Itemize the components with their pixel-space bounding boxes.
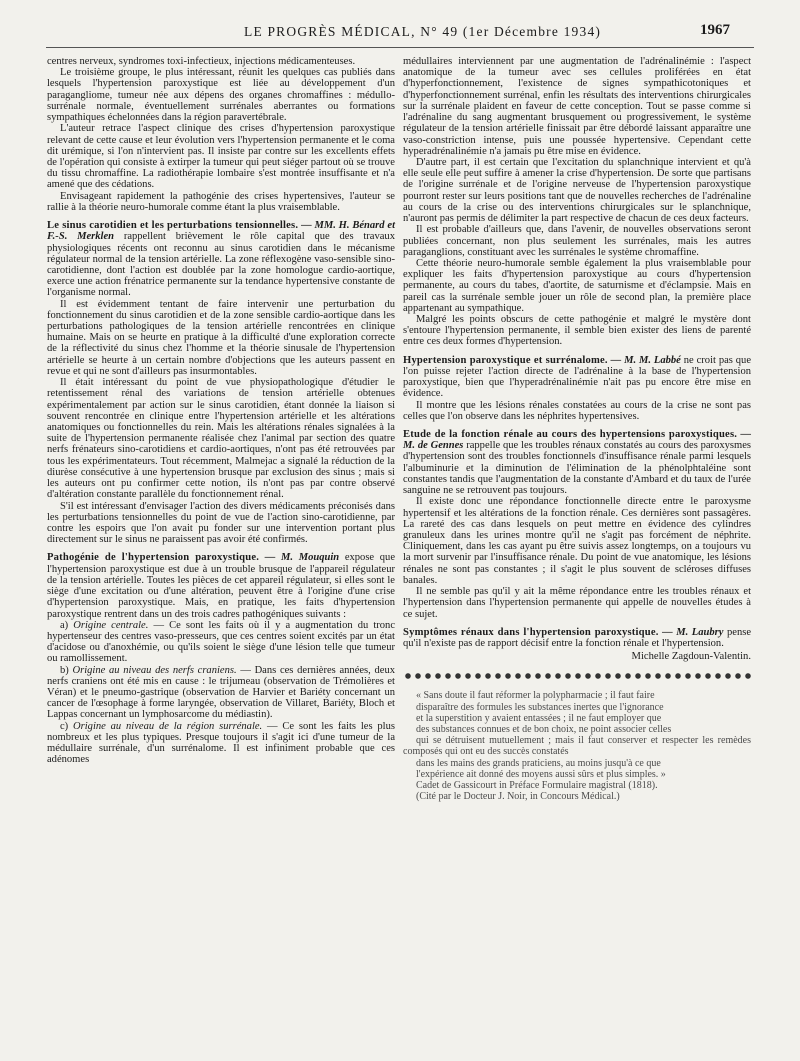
section-heading: Pathogénie de l'hypertension paroxystique. — [47, 552, 260, 564]
paragraph: Il est probable d'ailleurs que, dans l'avenir, de nouvelles observations seront publiées concernant, non plus seulement les surrénales, mais les autres paraganglions, constituant avec les surrénales le système chromaffine. — [403, 224, 751, 258]
item-title: Origine centrale. — [73, 619, 149, 631]
paragraph: Le troisième groupe, le plus intéressant, réunit les quelques cas publiés dans lesquels l'hypertension paroxystique est liée au développement d'un paragangliome, tumeur née aux dépens des organes chromaffines : médullo-surrénale normale, éventuellement surrénales aberrantes ou formations sympathiques échelonnées dans la région paravertébrale. — [47, 67, 395, 124]
section-heading: Etude de la fonction rénale au cours des hypertensions paroxystiques. — [403, 429, 738, 440]
section-authors: — MM. H. Bénard et F.-S. Merklen — [47, 220, 396, 243]
section-authors: — M. de Gennes — [403, 429, 751, 452]
paragraph: L'auteur retrace l'aspect clinique des crises d'hypertension paroxystique relevant de cette cause et leur évolution vers l'hypertension permanente et le coma dit urémique, si l'on n'intervient pas. Il insiste par contre sur les excellents effets de l'opération qui consiste à extirper la tumeur qui peut siéger partout où se trouve du tissu chromaffine. La radiothérapie lombaire s'est montrée insuffisante et n'a amené que des cédations. — [47, 123, 395, 191]
quote-line: « Sans doute il faut réformer la polypharmacie ; il faut faire — [416, 690, 655, 702]
quote-line: et la superstition y avaient entassées ; il ne faut employer que — [416, 712, 662, 724]
section-authors: — M. Laubry — [662, 626, 724, 638]
item-label: a) — [60, 619, 74, 631]
section-authors: — M. Mouquin — [264, 552, 340, 564]
section-heading: Symptômes rénaux dans l'hypertension paroxystique. — [403, 626, 659, 638]
section-text: pense qu'il n'existe pas de rapport décisif entre la fonction rénale et l'hypertension. — [403, 626, 752, 649]
section-heading: Le sinus carotidien et les perturbations tensionnelles. — [47, 220, 299, 232]
paragraph: Il était intéressant du point de vue physiopathologique d'étudier le retentissement rénal des variations de tension artérielle obtenues expérimentalement par action sur le sinus carotidien, étant donnée la liaison si souvent rencontrée en clinique entre l'hypertension artérielle et les altérations anatomiques ou fonctionnelles du rein. Mais les altérations rénales signalées à la suite de l'hypertension permanente réalisée chez l'animal par section des quatre nerfs frénateurs sino-carotidiens et cardio-aortiques, n'ont pas été retrouvées par tous les expérimentateurs. Tout récemment, Malmejac a signalé la réduction de la diurèse consécutive à une hypertension brusque par exclusion des sinus ; mais si les auteurs ont pu confirmer cette notion, ils n'ont pas par contre observé d'altération constante parallèle du fonctionnement rénal. — [47, 377, 395, 501]
section-authors: — M. M. Labbé — [610, 354, 681, 366]
item-title: Origine au niveau de la région surrénale. — [73, 720, 263, 732]
paragraph: D'autre part, il est certain que l'excitation du splanchnique intervient et qu'à elle seule elle peut suffire à amener la crise d'hypertension. De sorte que partisans de l'origine surrénale et de l'origine nerveuse de l'hypertension paroxystique pourront rester sur leurs positions tant que de nouvelles recherches de l'adrénaline au cours de la crise ou des interventions chirurgicales sur le splanchnique, n'auront pas permis de délimiter la part respective de chacun de ces deux facteurs. — [403, 156, 751, 225]
item-title: Origine au niveau des nerfs craniens. — [72, 664, 237, 676]
section-text: expose que l'hypertension paroxystique est due à un trouble brusque de l'appareil régulateur de la tension artérielle. Toutes les pièces de cet appareil régulateur, si elles sont le siège d'une excitation ou d'une altération, peuvent être à l'origine d'une crise d'hypertension paroxystique. Mais, en pratique, les faits d'hypertension paroxystique rentrent dans un des trois cadres pathogéniques suivants : — [47, 552, 396, 620]
left-column — [47, 56, 395, 766]
list-item-a — [47, 620, 395, 665]
item-text: — Ce sont les faits où il y a augmentation du tronc hypertenseur des centres vaso-presseurs, que ces centres soient excités par un état d'acidose ou d'anoxhémie, ou qu'ils soient le siège d'une lésion telle que tumeur ou ramollissement. — [47, 619, 395, 665]
section-text: rappellent brièvement le rôle capital que des travaux physiologiques récents ont reconnu au sinus carotidien dans le mécanisme régulateur normal de la tension artérielle. La zone réflexogène vaso-sensible sino-carotidienne, dont l'action est doublée par la zone homologue cardio-aortique, exerce une action frénatrice permanente sur la tendance hypertensive constante de l'organisme normal. — [47, 231, 395, 299]
paragraph: Il montre que les lésions rénales constatées au cours de la crise ne sont pas celles que l'on observe dans les néphrites hypertensives. — [403, 399, 751, 422]
paragraph: Envisageant rapidement la pathogénie des crises hypertensives, l'auteur se rallie à la théorie neuro-humorale comme étant la plus vraisemblable. — [47, 190, 395, 213]
item-label: c) — [60, 720, 74, 732]
closing-quotation — [403, 690, 751, 802]
page-number: 1967 — [700, 22, 730, 38]
section-text: rappelle que les troubles rénaux constatés au cours des paroxysmes d'hypertension sont des troubles fonctionnels d'insuffisance rénale parmi lesquels l'albuminurie et la diminution de l'élimination de la phénolphtaléine sont constantes tandis que l'augmentation de la constante d'Ambard et du taux de l'urée sanguine ne se retrouvent pas toujours. — [403, 440, 751, 497]
quote-line: dans les mains des grands praticiens, au moins jusqu'à ce que — [416, 757, 661, 769]
paragraph: centres nerveux, syndromes toxi-infectieux, injections médicamenteuses. — [47, 56, 356, 67]
paragraph: Cette théorie neuro-humorale semble également la plus vraisemblable pour expliquer les faits d'hypertension paroxystique au cours d'hypertension permanente, au cours du tabes, d'aortite, de saturnisme et d'éclampsie. Mais en pareil cas la surrénale semble jouer un rôle de second plan, la première place appartenant au sympathique. — [403, 257, 751, 314]
paragraph: Il existe donc une répondance fonctionnelle directe entre le paroxysme hypertensif et les altérations de la fonction rénale. Ces dernières sont passagères. La rareté des cas dans lesquels on peut mettre en évidence des cylindres granuleux dans les urines montre qu'il ne s'agit pas forcément de néphrite. Cliniquement, dans les cas ayant pu être suivis assez longtemps, on a toujours vu la mort survenir par l'insuffisance rénale. Du point de vue anatomique, les lésions rénales ne sont pas constantes ; il s'agit le plus souvent de scléroses diffuses banales. — [403, 496, 751, 586]
quote-source: Cadet de Gassicourt in Préface Formulaire magistral (1818). — [416, 780, 658, 791]
paragraph: S'il est intéressant d'envisager l'action des divers médicaments préconisés dans les perturbations tensionnelles du point de vue de l'action sino-carotidienne, par contre les espoirs que l'on avait pu fonder sur une intervention portant plus directement sur le sinus ne paraissent pas avoir été confirmés. — [47, 500, 395, 546]
paragraph: médullaires interviennent par une augmentation de l'adrénalinémie : l'aspect anatomique de la tumeur avec ses cellules proliférées en état d'hyperfonctionnement, l'existence de signes sympathicotoniques et d'hyperfonctionnement surrénal, enfin les résultats des interventions chirurgicales sur la surrénale plaident en faveur de cette conception. Tout se passe comme si l'adrénaline du sang augmentant brusquement ou progressivement, le système régulateur de la tension artérielle finissait par être débordé laissant apparaître une vaso-constriction intense, puis une poussée hypertensive. Cependant cette hyperadrénalinémie n'a jamais pu être mise en évidence. — [403, 56, 751, 157]
quote-line: qui se détruisent mutuellement ; mais il faut conserver et respecter les remèdes composés qui ont eu des succès constatés — [403, 735, 751, 758]
section-heading: Hypertension paroxystique et surrénalome. — [403, 354, 608, 366]
item-label: b) — [60, 664, 73, 676]
ornamental-divider — [403, 671, 751, 681]
quote-line: l'expérience ait donné des moyens aussi sûrs et plus simples. » — [416, 768, 666, 780]
list-item-c — [47, 721, 395, 766]
quote-line: des substances connues et de bon choix, ne point associer celles — [416, 723, 672, 735]
paragraph: Il ne semble pas qu'il y ait la même répondance entre les troubles rénaux et l'hypertension dans l'hypertension permanente qui appelle de nouvelles études à ce sujet. — [403, 586, 751, 620]
list-item-b — [47, 665, 395, 721]
quote-line: disparaître des formules les substances inertes que l'ignorance — [416, 701, 664, 713]
item-text: — Dans ces dernières années, deux nerfs craniens ont été mis en cause : le trijumeau (observation de Trémolières et Véran) et le pneumo-gastrique (observation de Harvier et Bariéty concernant un cancer de l'œsophage à forme laryngée, observation de Villaret, Bariéty, Bloch et Lappas concernant un lymphosarcome du médiastin). — [47, 664, 396, 721]
header-rule — [46, 47, 754, 48]
running-header — [0, 22, 800, 42]
paragraph: Il est évidemment tentant de faire intervenir une perturbation du fonctionnement du sinus carotidien et de la zone sensible cardio-aortique dans les perturbations pathologiques de la tension artérielle rencontrées en clinique humaine. Mais on se heurte en pratique à la difficulté d'une exploration correcte de la réflectivité du sinus chez l'homme et la théorie sinusale de l'hypertension artérielle se heurte à un certain nombre d'objections que les auteurs passent en revue et qui ne sont d'ailleurs pas insurmontables. — [47, 298, 395, 377]
quote-citation: (Cité par le Docteur J. Noir, in Concours Médical.) — [416, 791, 620, 803]
section-text: ne croit pas que l'on puisse rejeter l'action directe de l'adrénaline à la base de l'hypertension paroxystique, bien que l'hyperadrénalinémie n'ait pas pu encore être mise en évidence. — [403, 354, 751, 400]
journal-title: LE PROGRÈS MÉDICAL, N° 49 (1er Décembre 1934) — [244, 24, 602, 39]
right-column — [403, 56, 751, 802]
item-text: — Ce sont les faits les plus nombreux et les plus typiques. Presque toujours il s'agit ici d'une tumeur de la médullaire surrénale, d'un surrénalome. Il est infiniment probable que ces adénomes — [47, 720, 395, 766]
article-signature: Michelle Zagdoun-Valentin. — [631, 651, 751, 663]
paragraph: Malgré les points obscurs de cette pathogénie et malgré le mystère dont s'entoure l'hypertension permanente, il semble bien exister des liens de parenté entre ces deux formes d'hypertension. — [403, 314, 751, 348]
